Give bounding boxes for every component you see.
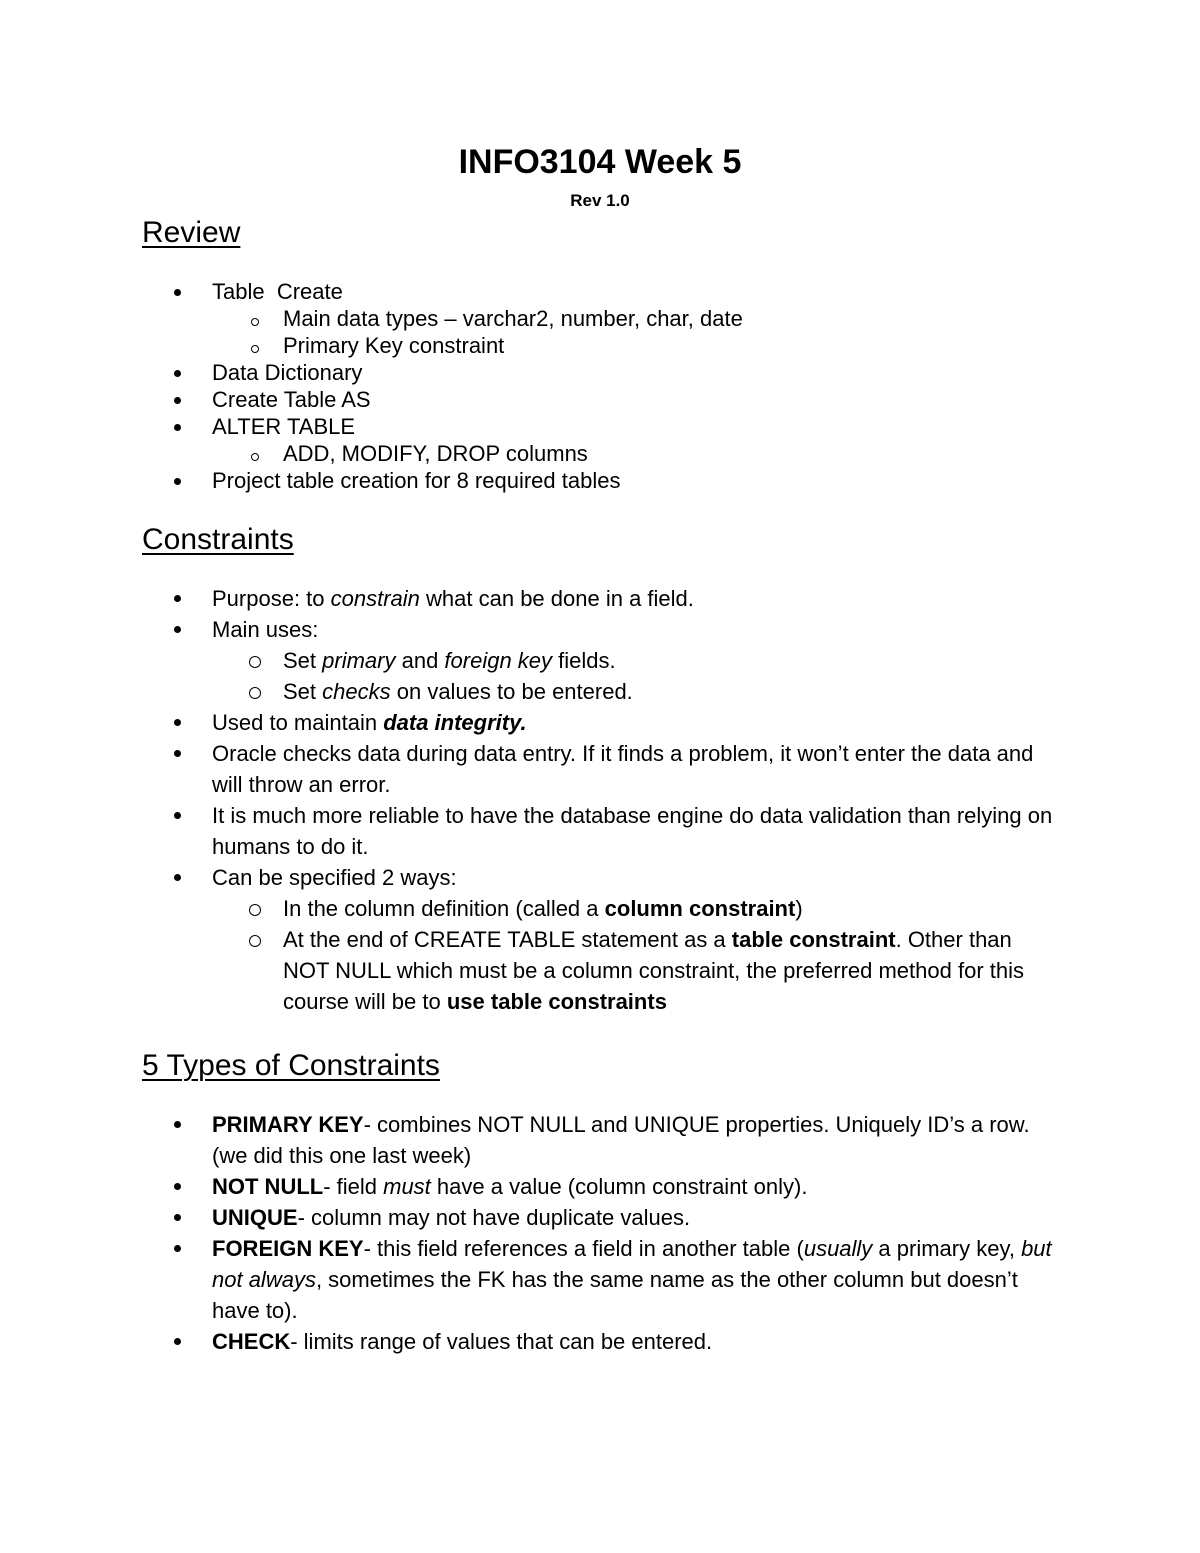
sub-list-item (212, 440, 1082, 467)
list-item-text: Create Table AS (212, 387, 371, 412)
circle-bullet-icon (251, 345, 259, 353)
bullet-icon (174, 874, 181, 881)
bullet-icon (174, 1214, 181, 1221)
circle-bullet-icon (251, 318, 259, 326)
term-text: CHECK (212, 1329, 291, 1354)
list-item (142, 1109, 1062, 1171)
list-item-text: Can be specified 2 ways: (212, 865, 457, 890)
list-item (142, 1171, 1062, 1202)
bullet-icon (174, 397, 181, 404)
sub-list-item (212, 645, 1062, 676)
circle-bullet-icon (249, 656, 261, 668)
text-run: - limits range of values that can be entered. (290, 1329, 713, 1354)
text-run: a primary key, (872, 1236, 1022, 1261)
circle-bullet-icon (251, 453, 259, 461)
list-item (142, 1233, 1062, 1326)
bullet-icon (174, 424, 181, 431)
emphasis-text: but not always (212, 1236, 1052, 1292)
list-item-text: Table Create (212, 279, 343, 304)
list-item-text: Project table creation for 8 required tables (212, 468, 621, 493)
text-run: . Other than NOT NULL which must be a column constraint, the preferred method for this course will be to (283, 927, 1024, 1014)
sub-list (212, 440, 1082, 467)
revision-label: Rev 1.0 (570, 191, 630, 210)
text-run: and (395, 648, 445, 673)
sub-list (212, 645, 1062, 707)
text-run: what can be done in a field. (419, 586, 694, 611)
text-run: Set (283, 648, 323, 673)
list-item (142, 862, 1062, 1017)
list-item-text: It is much more reliable to have the database engine do data validation than relying on humans to do it. (212, 803, 1053, 859)
bold-text: column constraint (604, 896, 796, 921)
bullet-icon (174, 1245, 181, 1252)
circle-bullet-icon (249, 687, 261, 699)
text-run: Used to maintain (212, 710, 384, 735)
sub-item-text: ADD, MODIFY, DROP columns (283, 441, 588, 466)
types-heading: 5 Types of Constraints (142, 1049, 440, 1082)
constraints-heading: Constraints (142, 523, 294, 556)
list-item-text: Main uses: (212, 617, 319, 642)
list-item (142, 359, 1082, 386)
sub-list (212, 305, 1082, 359)
bullet-icon (174, 626, 181, 633)
list-item-text: Oracle checks data during data entry. If it finds a problem, it won’t enter the data and will throw an error. (212, 741, 1034, 797)
emphasis-text: constrain (330, 586, 420, 611)
text-run: have a value (column constraint only). (430, 1174, 808, 1199)
bullet-icon (174, 719, 181, 726)
emphasis-text: primary (322, 648, 396, 673)
bullet-icon (174, 478, 181, 485)
list-item (142, 1202, 1062, 1233)
list-item (142, 278, 1082, 359)
term-text: PRIMARY KEY (212, 1112, 364, 1137)
text-run: - this field references a field in another table ( (363, 1236, 804, 1261)
text-run: ) (795, 896, 803, 921)
bullet-icon (174, 1338, 181, 1345)
sub-list (212, 893, 1062, 1017)
text-run: - column may not have duplicate values. (297, 1205, 691, 1230)
bullet-icon (174, 750, 181, 757)
bullet-icon (174, 1183, 181, 1190)
text-run: Set (283, 679, 323, 704)
bullet-icon (174, 595, 181, 602)
document-title: INFO3104 Week 5 (458, 143, 742, 181)
bold-text: use table constraints (446, 989, 667, 1014)
term-text: UNIQUE (212, 1205, 298, 1230)
sub-list-item (212, 893, 1062, 924)
bullet-icon (174, 1121, 181, 1128)
emphasis-text: checks (322, 679, 391, 704)
term-text: NOT NULL (212, 1174, 324, 1199)
sub-list-item (212, 332, 1082, 359)
text-run: fields. (552, 648, 616, 673)
text-run: In the column definition (called a (283, 896, 605, 921)
constraints-list (142, 583, 1062, 1017)
emphasis-text: foreign key (444, 648, 553, 673)
review-heading: Review (142, 216, 241, 249)
bullet-icon (174, 289, 181, 296)
list-item-text: Data Dictionary (212, 360, 363, 385)
circle-bullet-icon (249, 935, 261, 947)
sub-item-text: Main data types – varchar2, number, char, date (283, 306, 743, 331)
emphasis-text: data integrity. (383, 710, 527, 735)
circle-bullet-icon (249, 904, 261, 916)
list-item (142, 467, 1082, 494)
list-item (142, 1326, 1062, 1357)
list-item (142, 583, 1062, 614)
list-item (142, 800, 1062, 862)
emphasis-text: must (383, 1174, 431, 1199)
list-item (142, 413, 1082, 467)
list-item (142, 386, 1082, 413)
text-run: Purpose: to (212, 586, 331, 611)
sub-list-item (212, 676, 1062, 707)
term-text: FOREIGN KEY (212, 1236, 364, 1261)
bold-text: table constraint (731, 927, 896, 952)
list-item (142, 738, 1062, 800)
list-item (142, 707, 1062, 738)
sub-list-item (212, 305, 1082, 332)
bullet-icon (174, 370, 181, 377)
text-run: At the end of CREATE TABLE statement as a (283, 927, 732, 952)
emphasis-text: usually (803, 1236, 873, 1261)
review-list (142, 278, 1082, 494)
list-item (142, 614, 1062, 707)
text-run: - combines NOT NULL and UNIQUE properties. Uniquely ID’s a row. (we did this one last week) (212, 1112, 1030, 1168)
types-list (142, 1109, 1062, 1357)
text-run: , sometimes the FK has the same name as the other column but doesn’t have to). (212, 1267, 1018, 1323)
sub-item-text: Primary Key constraint (283, 333, 505, 358)
text-run: - field (323, 1174, 384, 1199)
text-run: on values to be entered. (390, 679, 633, 704)
bullet-icon (174, 812, 181, 819)
list-item-text: ALTER TABLE (212, 414, 356, 439)
sub-list-item (212, 924, 1062, 1017)
